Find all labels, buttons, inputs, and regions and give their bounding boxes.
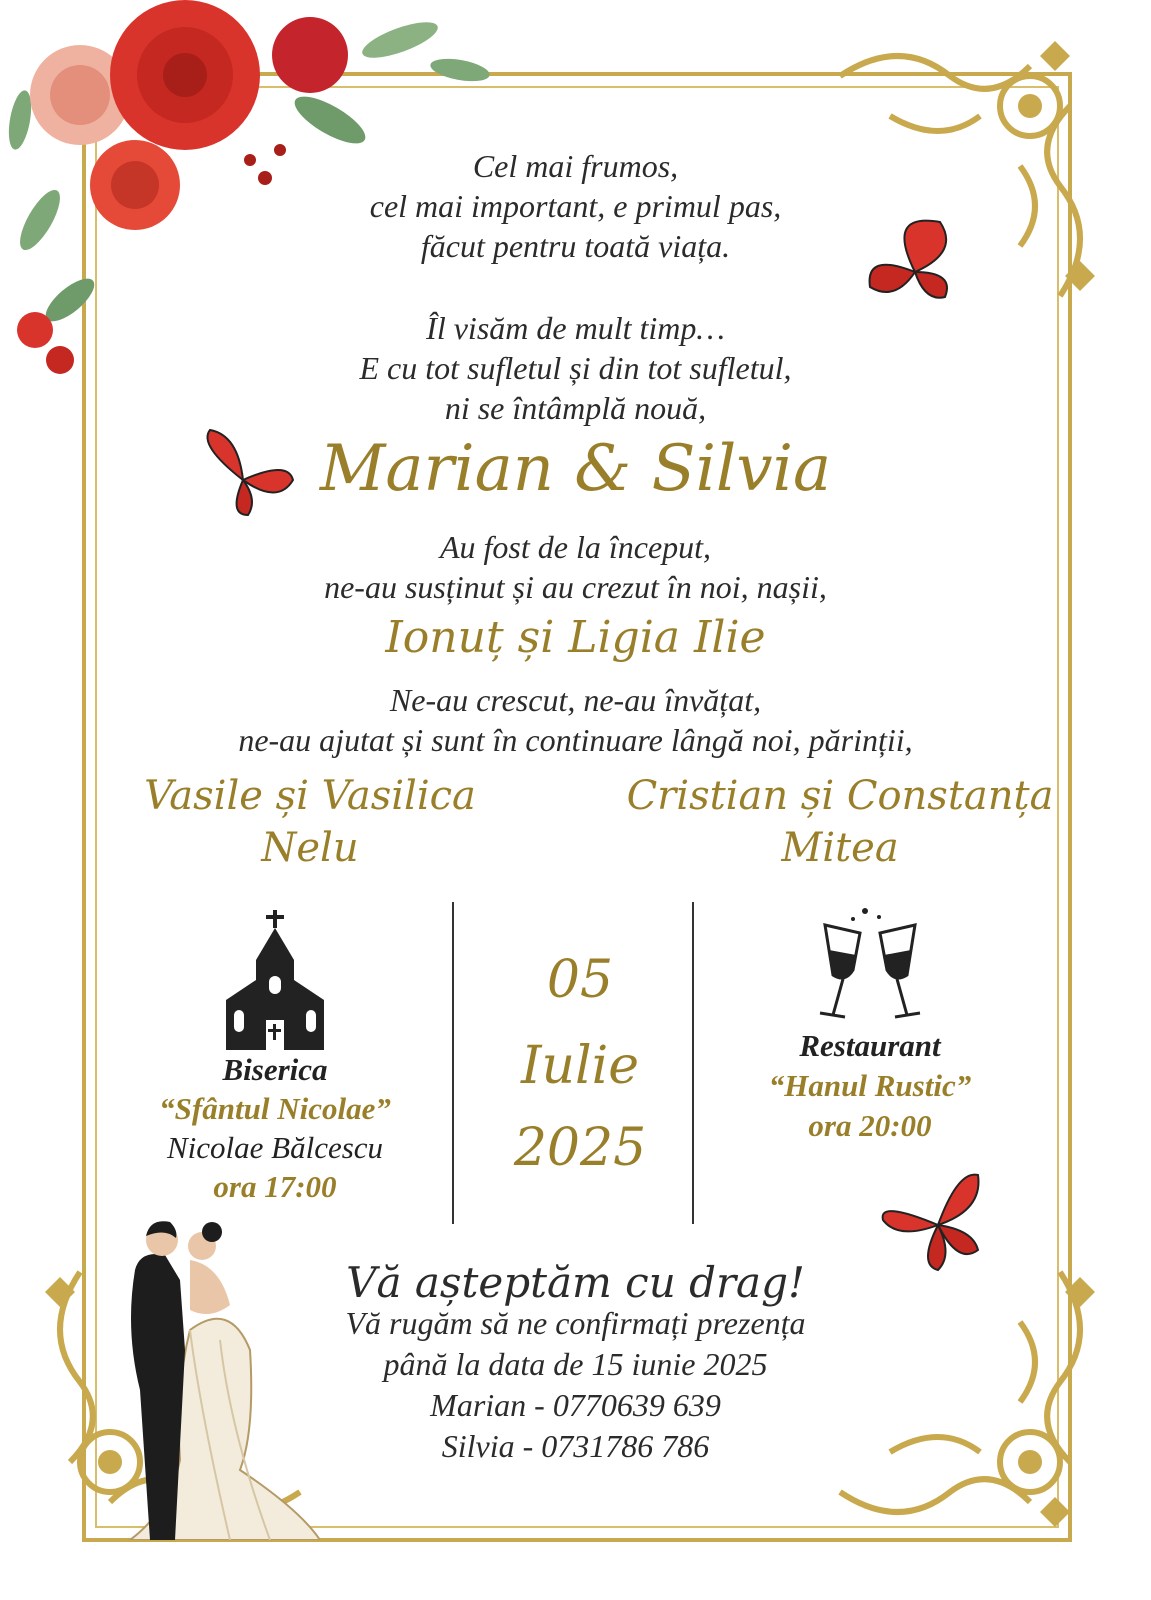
restaurant-type: Restaurant — [799, 1028, 941, 1063]
church-name: “Sfântul Nicolae” — [159, 1091, 391, 1126]
champagne-glasses-icon — [815, 905, 925, 1025]
parents-right-line: Cristian și Constanța — [626, 773, 1054, 819]
verse-line: Au fost de la început, — [439, 529, 712, 565]
church-type: Biserica — [222, 1052, 328, 1087]
verse-line: E cu tot sufletul și din tot sufletul, — [359, 350, 792, 386]
parents-left-line: Nelu — [261, 825, 359, 871]
parents-right-line: Mitea — [781, 825, 899, 871]
date-day: 05 — [546, 950, 614, 1010]
verse-line: Cel mai frumos, — [472, 148, 679, 184]
church-icon — [226, 910, 326, 1050]
verse-line: Ne-au crescut, ne-au învățat, — [389, 682, 762, 718]
couple-names: Marian & Silvia — [319, 432, 832, 506]
verse-3 — [0, 527, 1151, 607]
rsvp-phone-silvia: Silvia - 0731786 786 — [441, 1428, 710, 1464]
church-place: Nicolae Bălcescu — [166, 1130, 384, 1165]
church-time: ora 17:00 — [213, 1169, 337, 1204]
parents-right — [600, 770, 1080, 874]
date-month: Iulie — [520, 1036, 640, 1096]
verse-2 — [0, 308, 1151, 428]
rsvp-phone-marian: Marian - 0770639 639 — [430, 1387, 721, 1423]
rsvp-line: până la data de 15 iunie 2025 — [383, 1346, 768, 1382]
restaurant-name: “Hanul Rustic” — [768, 1068, 972, 1103]
godparents-names: Ionuț și Ligia Ilie — [385, 612, 766, 663]
verse-line: ni se întâmplă nouă, — [444, 390, 707, 426]
restaurant-venue — [720, 1026, 1020, 1146]
verse-line: ne-au ajutat și sunt în continuare lângă noi, părinții, — [238, 722, 913, 758]
verse-line: ne-au susținut și au crezut în noi, nașii, — [324, 569, 827, 605]
verse-line: Îl visăm de mult timp… — [426, 310, 725, 346]
church-venue — [110, 1050, 440, 1206]
closing-greeting: Vă așteptăm cu drag! — [346, 1258, 805, 1307]
parents-left-line: Vasile și Vasilica — [144, 773, 476, 819]
parents-left — [95, 770, 525, 874]
rsvp-line: Vă rugăm să ne confirmați prezența — [345, 1305, 806, 1341]
verse-line: cel mai important, e primul pas, — [369, 188, 782, 224]
verse-4 — [0, 680, 1151, 760]
rsvp-block — [0, 1303, 1151, 1467]
verse-line: făcut pentru toată viața. — [420, 228, 731, 264]
date-year: 2025 — [513, 1118, 647, 1178]
restaurant-time: ora 20:00 — [808, 1108, 932, 1143]
verse-1 — [0, 146, 1151, 266]
